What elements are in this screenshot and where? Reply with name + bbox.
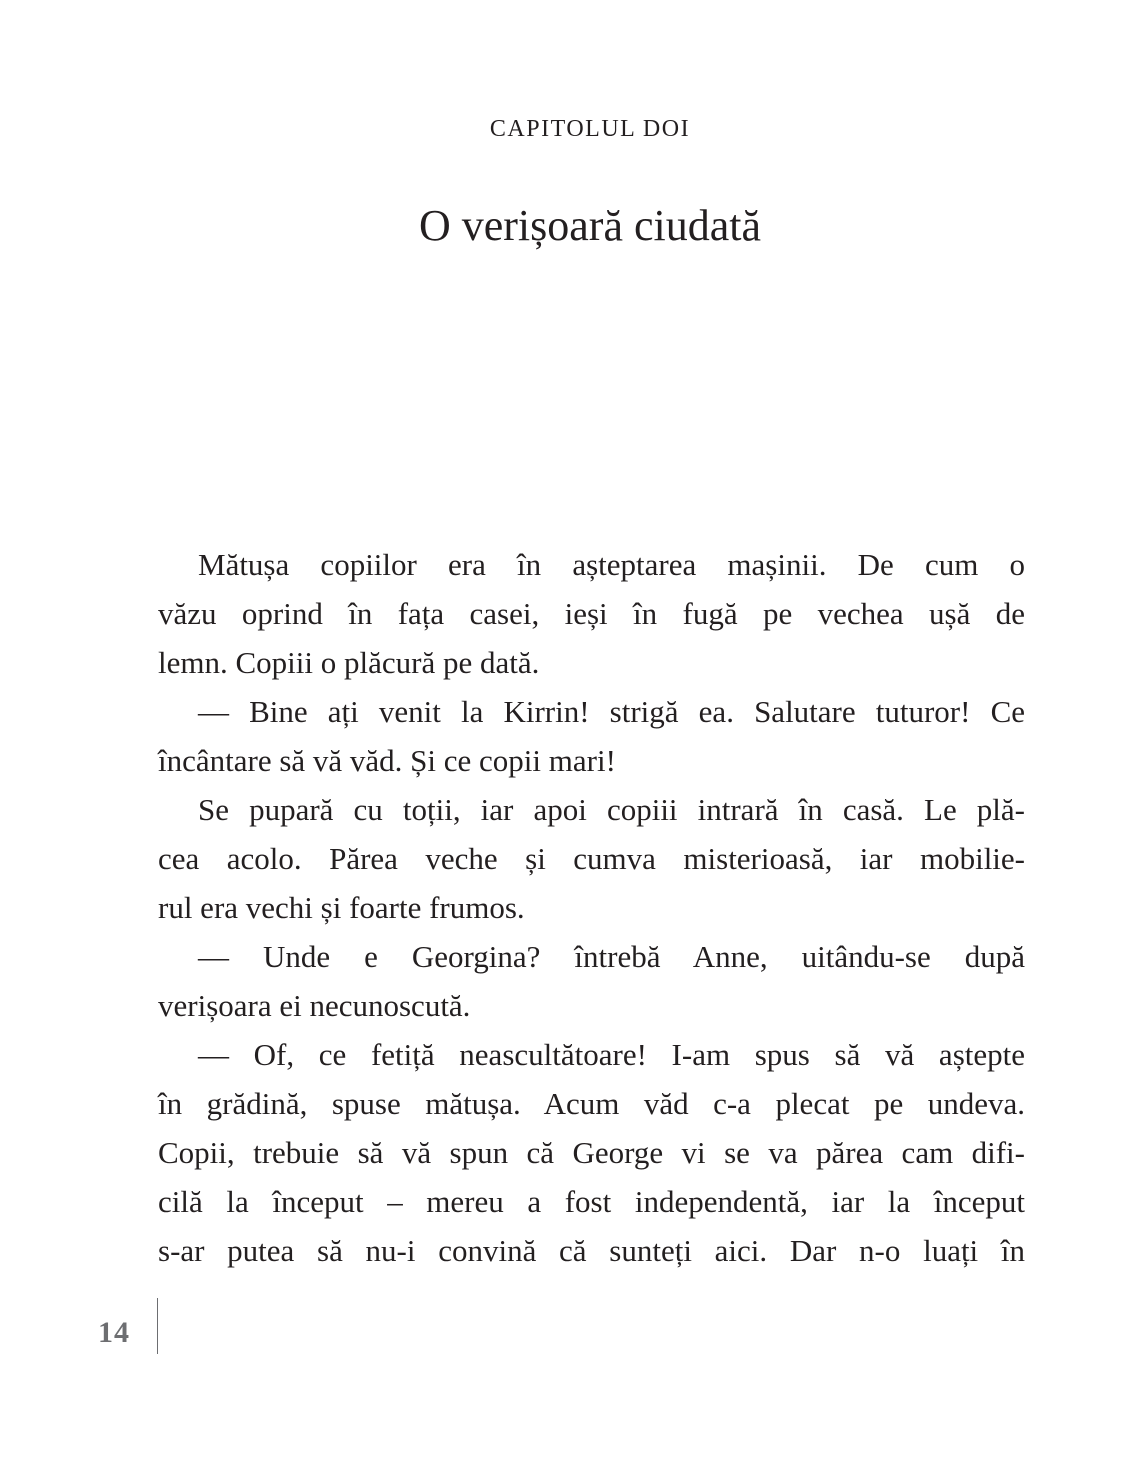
text-line: — Of, ce fetiță neascultătoare! I-am spus să vă aștepte [198,1037,1025,1072]
text-line: rul era vechi și foarte frumos. [158,890,525,925]
text-line: Mătușa copiilor era în așteptarea mașinii. De cum o [198,547,1025,582]
text-line: verișoara ei necunoscută. [158,988,471,1023]
chapter-title: O verișoară ciudată [418,201,762,250]
text-line: — Bine ați venit la Kirrin! strigă ea. Salutare tuturor! Ce [198,694,1025,729]
text-line: în grădină, spuse mătușa. Acum văd c-a plecat pe undeva. [158,1086,1025,1121]
page-number: 14 [98,1316,130,1349]
body-text [158,540,1025,1275]
text-line: cea acolo. Părea veche și cumva misterioasă, iar mobilie- [158,841,1025,876]
text-line: lemn. Copiii o plăcură pe dată. [158,645,540,680]
text-line: Copii, trebuie să vă spun că George vi se va părea cam difi- [158,1135,1025,1170]
text-line: s-ar putea să nu-i convină că sunteți aici. Dar n-o luați în [158,1233,1025,1268]
text-line: văzu oprind în fața casei, ieși în fugă pe vechea ușă de [158,596,1025,631]
page-number-divider [157,1298,158,1354]
text-line: încântare să vă văd. Și ce copii mari! [158,743,616,778]
chapter-label: CAPITOLUL DOI [489,116,691,142]
text-line: Se pupară cu toții, iar apoi copiii intrară în casă. Le plă- [198,792,1025,827]
text-line: cilă la început – mereu a fost independentă, iar la început [158,1184,1025,1219]
text-line: — Unde e Georgina? întrebă Anne, uitându-se după [198,939,1025,974]
